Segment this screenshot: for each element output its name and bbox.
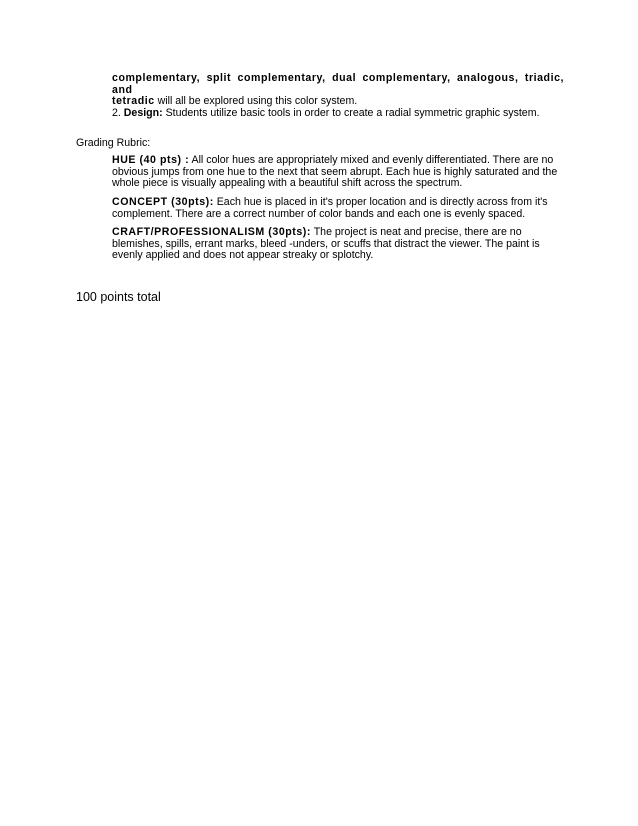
intro-paragraph: [112, 73, 564, 119]
criterion-text: All color hues are appropriately mixed and evenly differentiated. There are no obvious jumps from one hue to the next that seem abrupt. Each hue is highly saturated and the whole piece is visually appealing with a beautiful shift across the spectrum.: [112, 154, 558, 189]
rubric-criterion-craft: [112, 227, 562, 262]
tetradic-text: will all be explored using this color system.: [154, 95, 358, 107]
points-total: 100 points total: [76, 290, 161, 304]
criterion-label: HUE (40 pts) :: [112, 154, 190, 166]
criterion-text: Each hue is placed in it's proper location and is directly across from it's complement. There are a correct number of color bands and each one is evenly spaced.: [112, 196, 548, 220]
tetradic-term: tetradic: [112, 95, 155, 107]
design-item-number: 2.: [112, 106, 124, 119]
design-item-label: Design:: [123, 106, 163, 119]
criterion-label: CRAFT/PROFESSIONALISM (30pts):: [112, 226, 311, 238]
design-item: [112, 108, 564, 120]
rubric-criterion-concept: [112, 197, 562, 220]
design-item-text: Students utilize basic tools in order to create a radial symmetric graphic system.: [162, 106, 540, 119]
criterion-label: CONCEPT (30pts):: [112, 196, 214, 208]
color-schemes-line: complementary, split complementary, dual complementary, analogous, triadic, and: [112, 72, 564, 96]
criterion-text: The project is neat and precise, there are no blemishes, spills, errant marks, bleed -unders, or scuffs that distract the viewer. The paint is evenly applied and does not appear streaky or splotchy.: [112, 226, 540, 261]
rubric-criterion-hue: [112, 155, 562, 190]
rubric-heading: Grading Rubric:: [76, 137, 151, 149]
